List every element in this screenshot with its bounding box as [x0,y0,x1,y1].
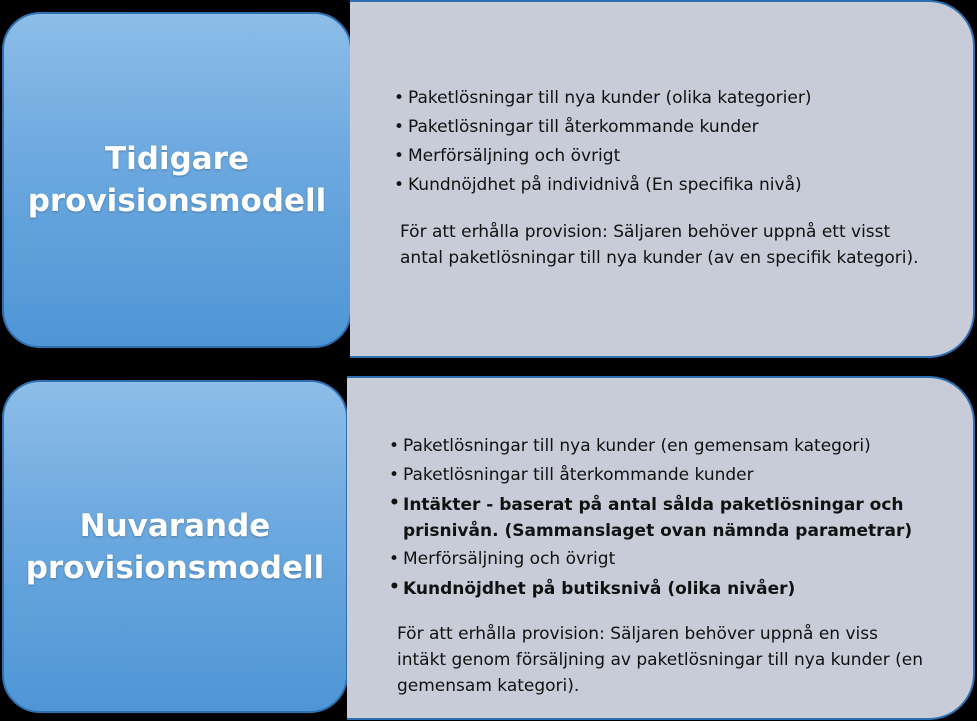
criteria-item-highlighted [389,490,959,545]
current-model-label-box [2,380,348,713]
criteria-text: Kundnöjdhet på individnivå (En specifika nivå) [408,175,802,195]
bullet-icon: • [389,465,400,485]
criteria-text: Paketlösningar till återkommande kunder [408,117,759,137]
criteria-text: Paketlösningar till nya kunder (en gemensam kategori) [403,436,871,456]
current-model-condition: För att erhålla provision: Säljaren behöver uppnå en viss intäkt genom försäljning av paketlösningar till nya kunder (en gemensam kategori). [397,624,924,696]
criteria-text: Merförsäljning och övrigt [403,549,616,569]
criteria-item [394,171,964,200]
current-model-content-box [347,376,975,720]
criteria-item [394,113,964,142]
current-model-criteria-list [389,432,959,603]
criteria-text: Kundnöjdhet på butiksnivå (olika nivåer) [403,579,796,599]
current-model-title: Nuvarande provisionsmodell [25,507,325,586]
criteria-text: Paketlösningar till nya kunder (olika kategorier) [408,88,812,108]
criteria-item [394,84,964,113]
criteria-item [389,545,959,574]
bullet-icon: • [394,146,405,166]
bullet-icon: • [394,88,405,108]
criteria-text: Paketlösningar till återkommande kunder [403,465,754,485]
bullet-icon: • [394,175,405,195]
previous-model-criteria-list [394,84,964,200]
previous-model-condition: För att erhålla provision: Säljaren behöver uppnå ett visst antal paketlösningar till nya kunder (av en specifik kategori). [400,222,919,268]
bullet-icon: • [389,577,400,597]
criteria-item [389,432,959,461]
criteria-item [394,142,964,171]
bullet-icon: • [394,117,405,137]
previous-model-label-box [2,12,352,348]
previous-model-content-box [350,0,975,358]
criteria-item [389,461,959,490]
bullet-icon: • [389,549,400,569]
bullet-icon: • [389,436,400,456]
previous-model-title: Tidigare provisionsmodell [27,141,327,219]
criteria-text: Intäkter - baserat på antal sålda paketlösningar och prisnivån. (Sammanslaget ovan nämnda parametrar) [403,495,913,541]
criteria-text: Merförsäljning och övrigt [408,146,621,166]
current-model-row [0,374,977,721]
bullet-icon: • [389,493,400,513]
criteria-item-highlighted [389,574,959,603]
